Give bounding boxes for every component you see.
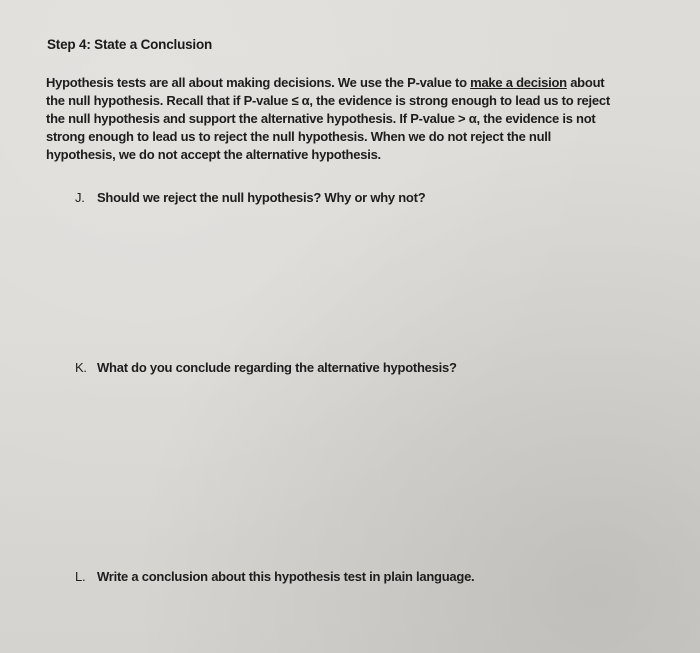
question-l — [75, 569, 474, 584]
question-j-text: Should we reject the null hypothesis? Why or why not? — [97, 190, 426, 205]
intro-line-5: hypothesis, we do not accept the alternative hypothesis. — [46, 147, 381, 162]
underlined-phrase: make a decision — [470, 75, 567, 90]
intro-line-1 — [46, 74, 676, 92]
intro-line-1-pre: Hypothesis tests are all about making decisions. We use the P-value to — [46, 75, 471, 90]
question-l-text: Write a conclusion about this hypothesis test in plain language. — [97, 569, 475, 584]
intro-line-4: strong enough to lead us to reject the null hypothesis. When we do not reject the null — [46, 129, 552, 144]
section-heading: Step 4: State a Conclusion — [47, 37, 213, 52]
intro-paragraph — [46, 74, 676, 164]
question-j-mark: J. — [75, 190, 85, 205]
question-j — [75, 190, 425, 205]
intro-line-1-post: about — [566, 75, 605, 90]
question-l-mark: L. — [75, 569, 86, 584]
intro-line-2: the null hypothesis. Recall that if P-value ≤ α, the evidence is strong enough to lead us to reject — [46, 93, 610, 108]
question-k-mark: K. — [75, 360, 87, 375]
intro-line-3: the null hypothesis and support the alternative hypothesis. If P-value > α, the evidence is not — [46, 111, 596, 126]
question-k-text: What do you conclude regarding the alternative hypothesis? — [97, 360, 457, 375]
question-k — [75, 360, 457, 375]
